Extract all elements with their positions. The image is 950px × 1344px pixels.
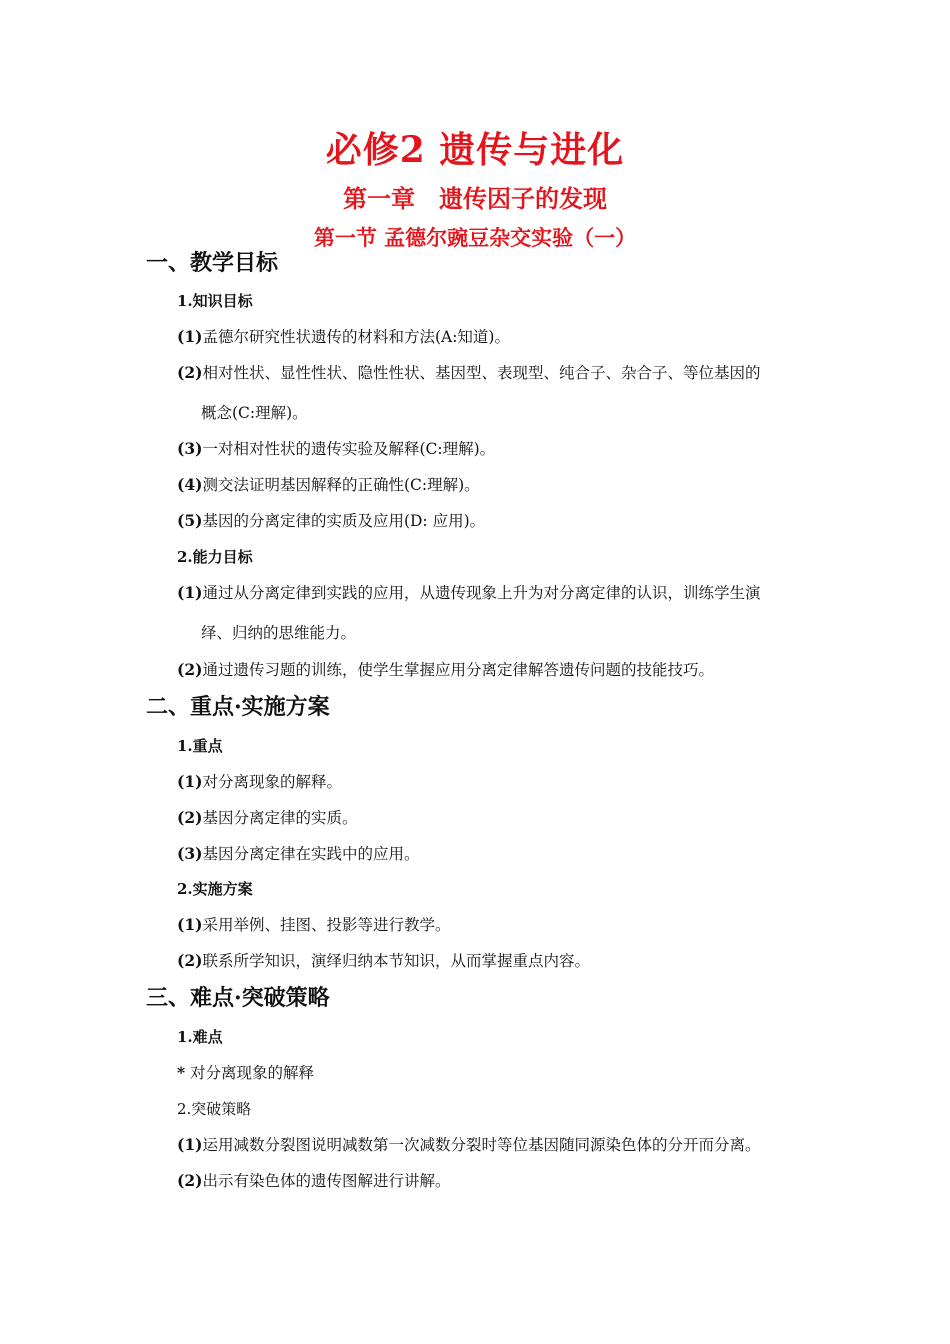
list-item: [177, 438, 817, 460]
list-item: [177, 843, 817, 865]
item-text: 采用举例、挂图、投影等进行教学。: [202, 916, 451, 934]
section-heading-difficulties: 三、难点·突破策略: [146, 985, 330, 1011]
item-text: 对分离现象的解释: [185, 1064, 315, 1082]
item-number: (2): [177, 660, 203, 679]
item-text: 基因分离定律的实质。: [202, 809, 358, 827]
subheading-knowledge-goals: 1.知识目标: [177, 292, 253, 310]
item-text: 基因分离定律在实践中的应用。: [202, 845, 420, 863]
list-item: [177, 914, 817, 936]
item-text: 联系所学知识，演绎归纳本节知识，从而掌握重点内容。: [202, 952, 590, 970]
item-bullet: *: [177, 1063, 186, 1082]
item-number: (3): [177, 844, 203, 863]
subheading-implementation-plan: 2.实施方案: [177, 880, 253, 898]
list-item: [177, 807, 817, 829]
item-number: (2): [177, 808, 203, 827]
item-number: (2): [177, 951, 203, 970]
item-text: 孟德尔研究性状遗传的材料和方法(A:知道)。: [202, 328, 510, 346]
item-text: 基因的分离定律的实质及应用(D: 应用)。: [202, 512, 486, 530]
list-item: [177, 510, 817, 532]
list-item: [177, 950, 817, 972]
item-number: (5): [177, 511, 203, 530]
item-number: (2): [177, 363, 203, 382]
item-number: (1): [177, 915, 203, 934]
item-number: (1): [177, 772, 203, 791]
item-text-continuation: 概念(C:理解)。: [201, 404, 308, 422]
list-item: [177, 1170, 817, 1192]
item-text: 通过从分离定律到实践的应用，从遗传现象上升为对分离定律的认识，训练学生演: [202, 584, 761, 602]
list-item: [177, 474, 817, 496]
subheading-ability-goals: 2.能力目标: [177, 548, 253, 566]
section-title: 第一节 孟德尔豌豆杂交实验（一）: [313, 225, 637, 250]
list-item: [177, 771, 817, 793]
list-item: [177, 1134, 817, 1156]
item-number: (2): [177, 1171, 203, 1190]
document-title: 必修2 遗传与进化: [325, 129, 625, 171]
item-text: 测交法证明基因解释的正确性(C:理解)。: [202, 476, 480, 494]
item-number: (4): [177, 475, 203, 494]
item-text: 出示有染色体的遗传图解进行讲解。: [202, 1172, 451, 1190]
item-text-continuation: 绎、归纳的思维能力。: [201, 624, 357, 642]
list-item: [177, 362, 817, 384]
item-text: 通过遗传习题的训练，使学生掌握应用分离定律解答遗传问题的技能技巧。: [202, 661, 714, 679]
subheading-difficulties: 1.难点: [177, 1028, 223, 1046]
item-text: 对分离现象的解释。: [202, 773, 342, 791]
item-text: 相对性状、显性性状、隐性性状、基因型、表现型、纯合子、杂合子、等位基因的: [202, 364, 761, 382]
chapter-title: 第一章 遗传因子的发现: [343, 184, 607, 213]
section-heading-key-points: 二、重点·实施方案: [146, 694, 330, 720]
list-item: [177, 1062, 817, 1084]
item-number: (1): [177, 583, 203, 602]
item-number: (1): [177, 327, 203, 346]
list-item: [177, 326, 817, 348]
section-heading-teaching-goals: 一、教学目标: [146, 250, 279, 276]
subheading-breakthrough-strategy: 2.突破策略: [177, 1100, 252, 1118]
item-text: 一对相对性状的遗传实验及解释(C:理解)。: [202, 440, 496, 458]
item-number: (1): [177, 1135, 203, 1154]
item-number: (3): [177, 439, 203, 458]
list-item: [177, 659, 817, 681]
list-item: [177, 582, 817, 604]
item-text: 运用减数分裂图说明减数第一次减数分裂时等位基因随同源染色体的分开而分离。: [202, 1136, 761, 1154]
subheading-key-points: 1.重点: [177, 737, 223, 755]
